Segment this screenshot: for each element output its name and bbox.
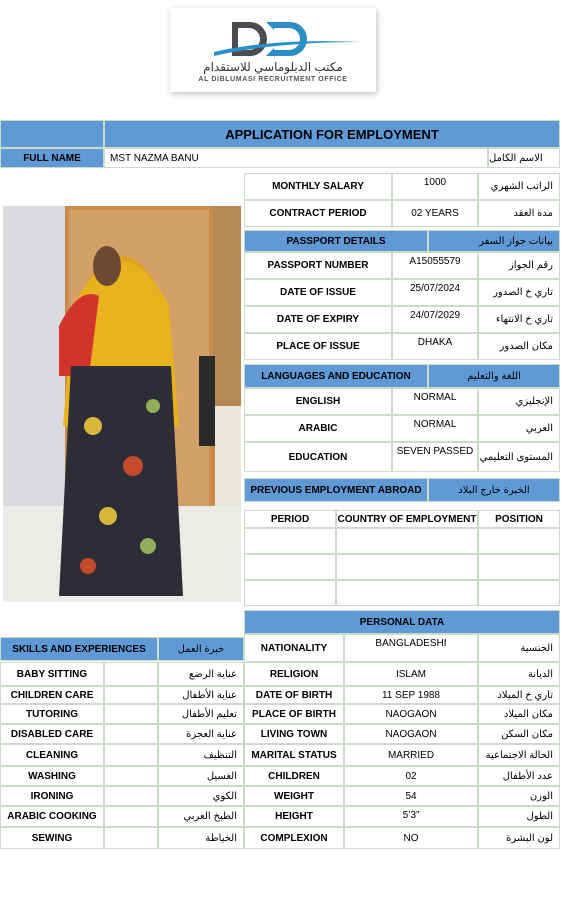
skill-label-ar: الطبخ العربي — [158, 806, 244, 827]
date-of-birth-label-ar: تاري خ الميلاد — [478, 686, 560, 704]
passport-header-ar: بيانات جواز السفر — [428, 230, 560, 252]
arabic-value: NORMAL — [392, 415, 478, 442]
previous-col-period: PERIOD — [244, 510, 336, 528]
complexion-label-ar: لون البشرة — [478, 827, 560, 849]
skill-label: WASHING — [0, 766, 104, 786]
education-label: EDUCATION — [244, 442, 392, 472]
date-of-issue-label: DATE OF ISSUE — [244, 279, 392, 306]
skills-header-en: SKILLS AND EXPERIENCES — [0, 637, 158, 661]
personal-header: PERSONAL DATA — [244, 610, 560, 634]
skill-check-cell — [104, 704, 158, 724]
passport-number-label-ar: رقم الجواز — [478, 252, 560, 279]
previous-empty-cell — [336, 528, 478, 554]
previous-header-ar: الخبرة خارج البلاد — [428, 478, 560, 502]
skill-label: SEWING — [0, 827, 104, 849]
skill-check-cell — [104, 744, 158, 766]
nationality-label: NATIONALITY — [244, 634, 344, 662]
salary-value: 1000 — [392, 173, 478, 200]
full-name-value: MST NAZMA BANU — [104, 148, 488, 168]
passport-header-en: PASSPORT DETAILS — [244, 230, 428, 252]
previous-empty-cell — [478, 554, 560, 580]
skill-check-cell — [104, 827, 158, 849]
religion-label: RELIGION — [244, 662, 344, 686]
skills-header-ar: خبرة العمل — [158, 637, 244, 661]
living-town-value: NAOGAON — [344, 724, 478, 744]
weight-label: WEIGHT — [244, 786, 344, 806]
skill-label-ar: الخياطة — [158, 827, 244, 849]
skill-label-ar: الكوي — [158, 786, 244, 806]
place-of-birth-label-ar: مكان الميلاد — [478, 704, 560, 724]
full-name-label: FULL NAME — [0, 148, 104, 168]
skill-check-cell — [104, 766, 158, 786]
date-of-expiry-label: DATE OF EXPIRY — [244, 306, 392, 333]
previous-empty-cell — [244, 528, 336, 554]
company-logo — [170, 8, 376, 92]
height-label-ar: الطول — [478, 806, 560, 827]
passport-number-label: PASSPORT NUMBER — [244, 252, 392, 279]
previous-col-position: POSITION — [478, 510, 560, 528]
place-of-issue-label: PLACE OF ISSUE — [244, 333, 392, 360]
marital-status-label: MARITAL STATUS — [244, 744, 344, 766]
date-of-issue-label-ar: تاري خ الصدور — [478, 279, 560, 306]
contract-label: CONTRACT PERIOD — [244, 200, 392, 227]
marital-status-label-ar: الحالة الاجتماعية — [478, 744, 560, 766]
skill-label-ar: التنظيف — [158, 744, 244, 766]
marital-status-value: MARRIED — [344, 744, 478, 766]
skill-label: ARABIC COOKING — [0, 806, 104, 827]
date-of-expiry-label-ar: تاري خ الانتهاء — [478, 306, 560, 333]
previous-col-country: COUNTRY OF EMPLOYMENT — [336, 510, 478, 528]
english-value: NORMAL — [392, 388, 478, 415]
children-label: CHILDREN — [244, 766, 344, 786]
previous-empty-cell — [336, 554, 478, 580]
logo-english-name: AL DIBLUMASI RECRUITMENT OFFICE — [198, 76, 348, 83]
children-label-ar: عدد الأطفال — [478, 766, 560, 786]
skill-check-cell — [104, 724, 158, 744]
height-value: 5’3” — [344, 806, 478, 827]
previous-empty-cell — [244, 580, 336, 606]
living-town-label: LIVING TOWN — [244, 724, 344, 744]
place-of-birth-value: NAOGAON — [344, 704, 478, 724]
place-of-issue-value: DHAKA — [392, 333, 478, 360]
nationality-label-ar: الجنسية — [478, 634, 560, 662]
previous-header-en: PREVIOUS EMPLOYMENT ABROAD — [244, 478, 428, 502]
skill-check-cell — [104, 806, 158, 827]
skill-label: TUTORING — [0, 704, 104, 724]
skill-check-cell — [104, 662, 158, 686]
skill-label-ar: تعليم الأطفال — [158, 704, 244, 724]
languages-header-en: LANGUAGES AND EDUCATION — [244, 364, 428, 388]
skill-label-ar: عناية الأطفال — [158, 686, 244, 704]
skill-label-ar: الغسيل — [158, 766, 244, 786]
languages-header-ar: اللغة والتعليم — [428, 364, 560, 388]
previous-empty-cell — [244, 554, 336, 580]
religion-label-ar: الديانة — [478, 662, 560, 686]
date-of-expiry-value: 24/07/2029 — [392, 306, 478, 333]
skill-label: DISABLED CARE — [0, 724, 104, 744]
children-value: 02 — [344, 766, 478, 786]
previous-empty-cell — [478, 580, 560, 606]
living-town-label-ar: مكان السكن — [478, 724, 560, 744]
education-label-ar: المستوى التعليمي — [478, 442, 560, 472]
religion-value: ISLAM — [344, 662, 478, 686]
previous-empty-cell — [336, 580, 478, 606]
place-of-issue-label-ar: مكان الصدور — [478, 333, 560, 360]
english-label-ar: الإنجليزي — [478, 388, 560, 415]
skill-label-ar: عناية الرضع — [158, 662, 244, 686]
place-of-birth-label: PLACE OF BIRTH — [244, 704, 344, 724]
date-of-birth-label: DATE OF BIRTH — [244, 686, 344, 704]
weight-label-ar: الوزن — [478, 786, 560, 806]
complexion-label: COMPLEXION — [244, 827, 344, 849]
skill-label-ar: عناية العجزة — [158, 724, 244, 744]
page-title: APPLICATION FOR EMPLOYMENT — [104, 120, 560, 148]
weight-value: 54 — [344, 786, 478, 806]
complexion-value: NO — [344, 827, 478, 849]
contract-label-ar: مدة العقد — [478, 200, 560, 227]
skill-check-cell — [104, 686, 158, 704]
education-value: SEVEN PASSED — [392, 442, 478, 472]
full-name-label-ar: الاسم الكامل — [488, 148, 560, 168]
previous-empty-cell — [478, 528, 560, 554]
date-of-birth-value: 11 SEP 1988 — [344, 686, 478, 704]
skill-label: CLEANING — [0, 744, 104, 766]
skill-label: BABY SITTING — [0, 662, 104, 686]
skill-label: CHILDREN CARE — [0, 686, 104, 704]
salary-label-ar: الراتب الشهري — [478, 173, 560, 200]
date-of-issue-value: 25/07/2024 — [392, 279, 478, 306]
skill-check-cell — [104, 786, 158, 806]
nationality-value: BANGLADESHI — [344, 634, 478, 662]
title-left-filler — [0, 120, 104, 148]
contract-value: 02 YEARS — [392, 200, 478, 227]
height-label: HEIGHT — [244, 806, 344, 827]
arabic-label-ar: العربي — [478, 415, 560, 442]
english-label: ENGLISH — [244, 388, 392, 415]
salary-label: MONTHLY SALARY — [244, 173, 392, 200]
applicant-photo — [3, 206, 241, 602]
arabic-label: ARABIC — [244, 415, 392, 442]
passport-number-value: A15055579 — [392, 252, 478, 279]
skill-label: IRONING — [0, 786, 104, 806]
logo-arabic-name: مكتب الدبلوماسي للاستقدام — [203, 60, 343, 74]
